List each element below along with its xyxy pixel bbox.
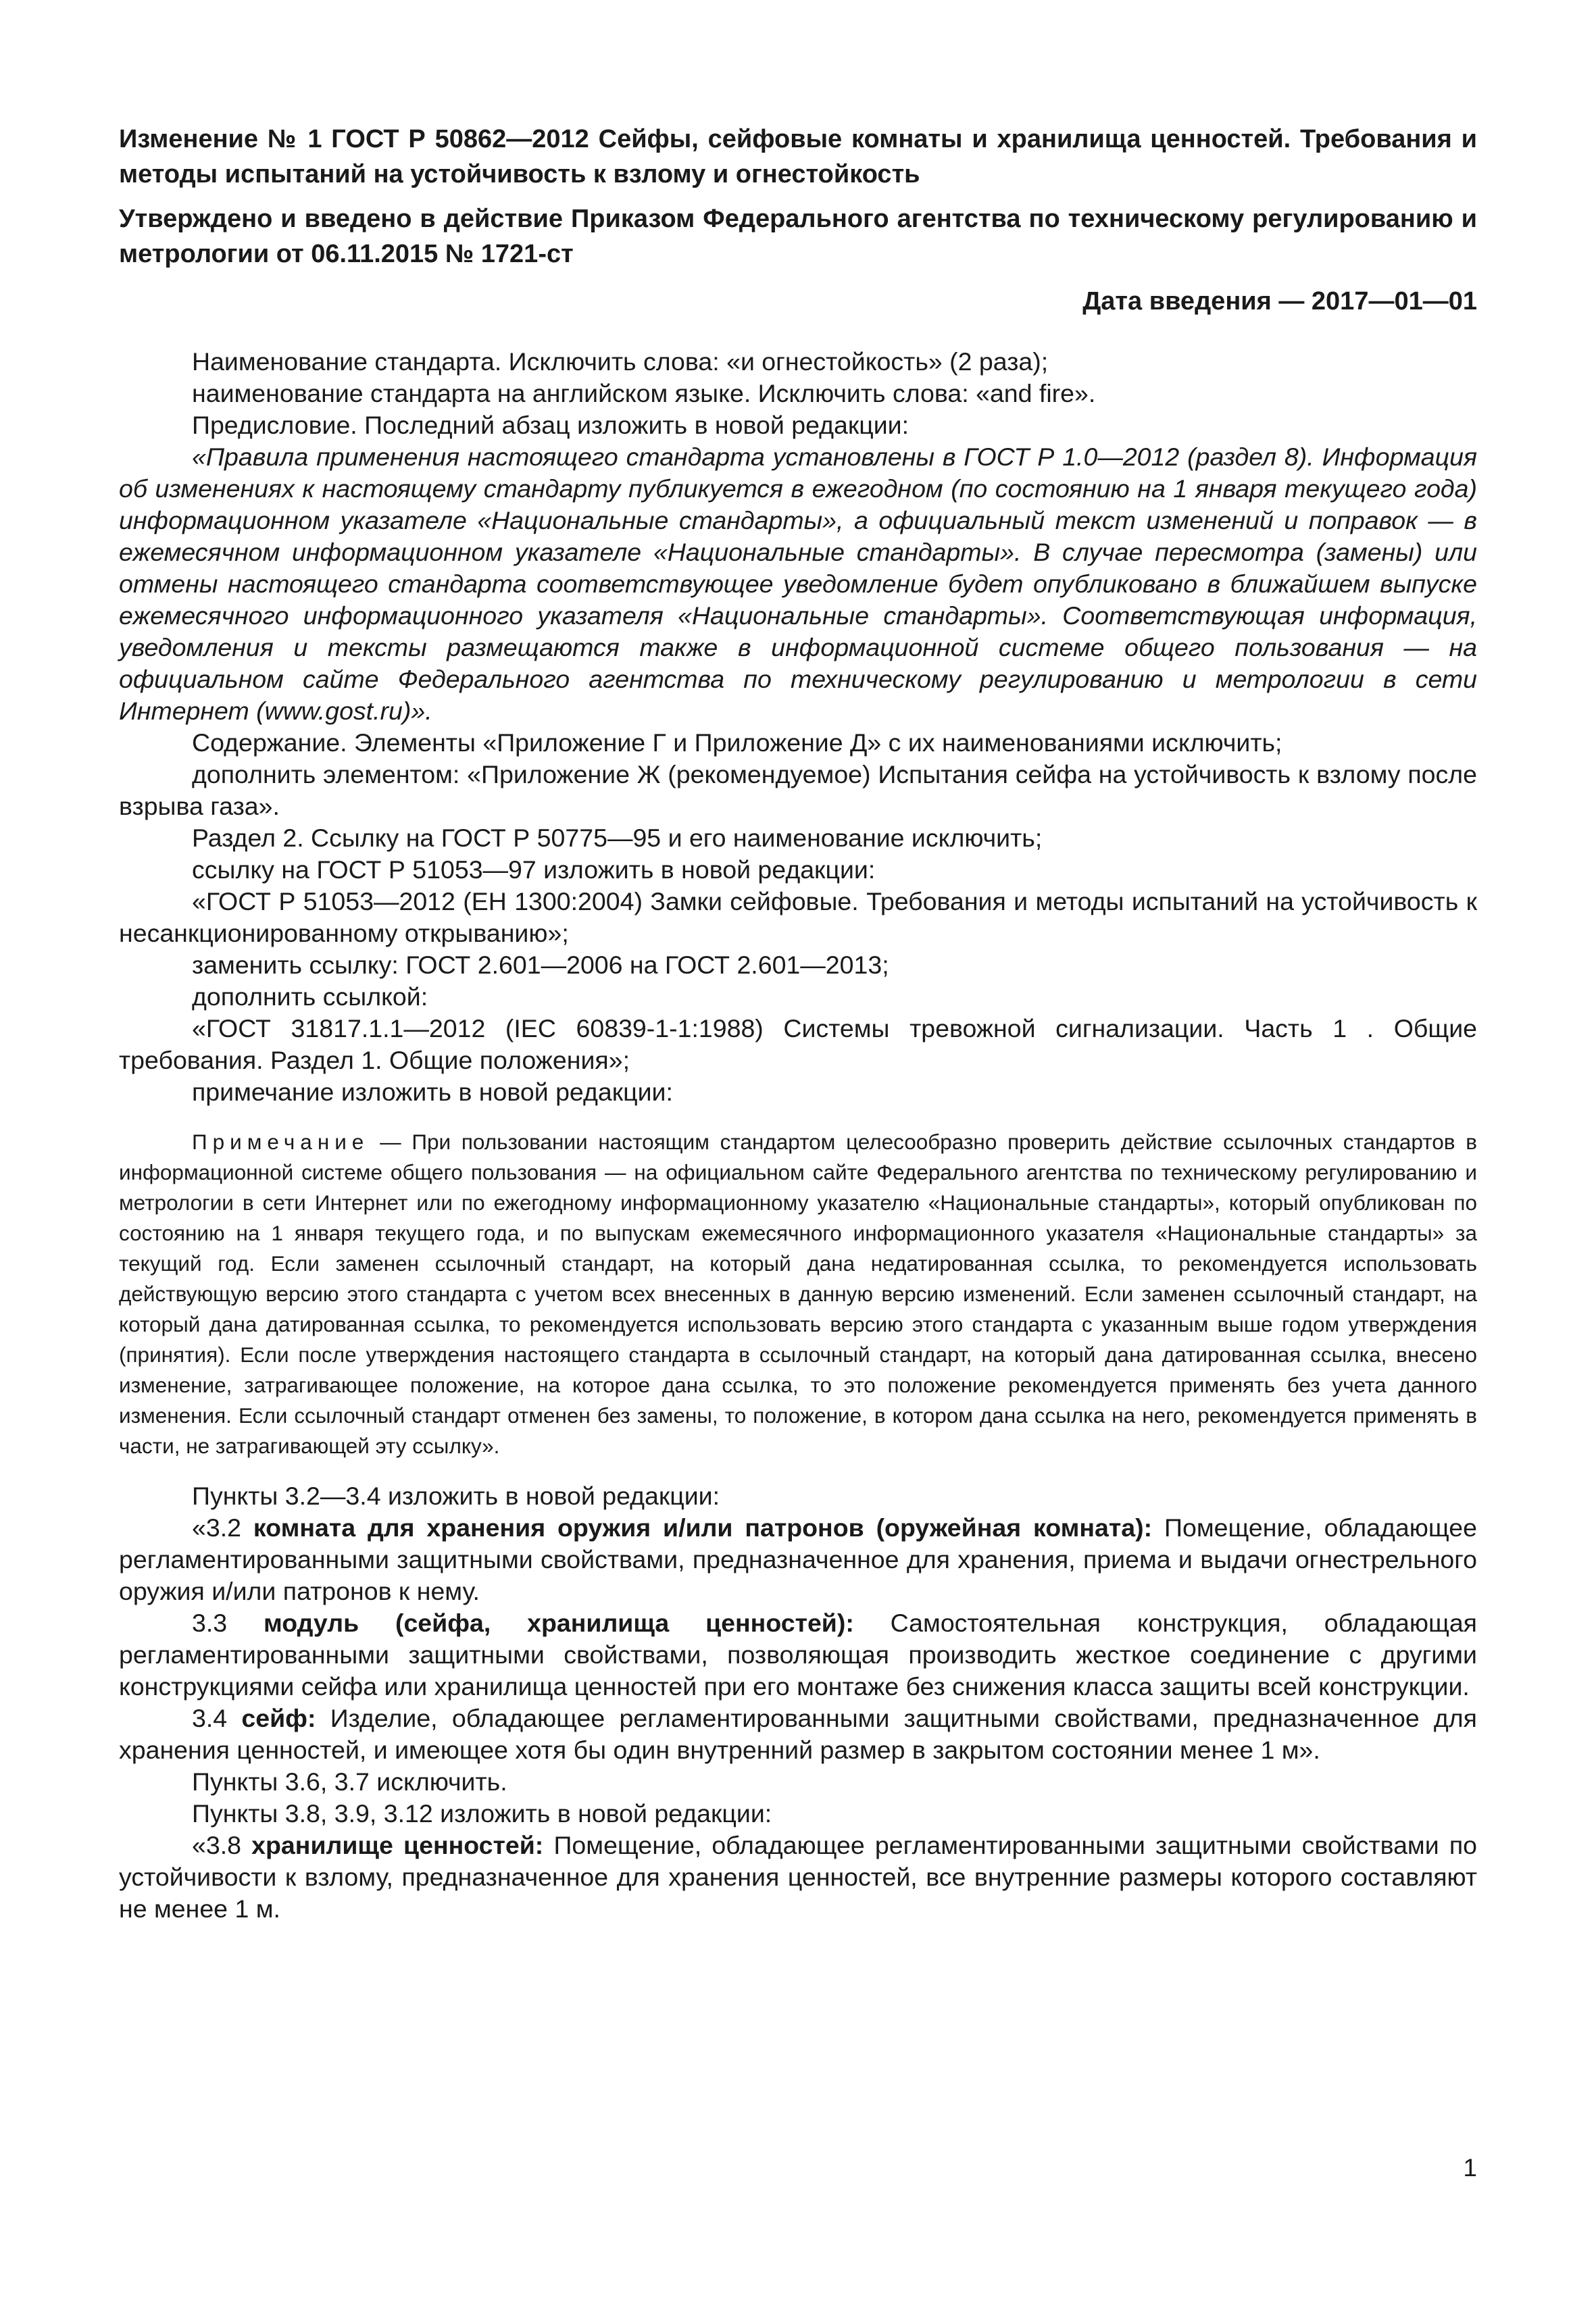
definition-text: Помещение, обладающее регламентированными защитными свойствами, предназначенное для хранения, приема и выдачи огнестрельного оружия и/или патронов к нему. [119, 1513, 1477, 1605]
paragraph: «ГОСТ 31817.1.1—2012 (IEC 60839-1-1:1988) Системы тревожной сигнализации. Часть 1 . Общие требования. Раздел 1. Общие положения»; [119, 1014, 1477, 1074]
paragraph: Пункты 3.8, 3.9, 3.12 изложить в новой редакции: [192, 1799, 772, 1828]
definition-number: «3.2 [192, 1513, 253, 1542]
page-number: 1 [1463, 2154, 1477, 2182]
introduction-date: Дата введения — 2017—01—01 [1082, 287, 1477, 316]
paragraph: дополнить элементом: «Приложение Ж (рекомендуемое) Испытания сейфа на устойчивость к взлому после взрыва газа». [119, 760, 1477, 820]
definition-3-8 [119, 1830, 1477, 1925]
paragraph: Пункты 3.2—3.4 изложить в новой редакции: [192, 1482, 720, 1510]
approval-statement: Утверждено и введено в действие Приказом Федерального агентства по техническому регулированию и метрологии от 06.11.2015 № 1721-ст [119, 205, 1477, 268]
paragraph: наименование стандарта на английском языке. Исключить слова: «and fire». [192, 379, 1096, 407]
definition-number: 3.3 [192, 1609, 264, 1637]
amendment-title: Изменение № 1 ГОСТ Р 50862—2012 Сейфы, сейфовые комнаты и хранилища ценностей. Требования и методы испытаний на устойчивость к взлому и огнестойкость [119, 125, 1477, 188]
definition-text: Изделие, обладающее регламентированными защитными свойствами, предназначенное для хранения ценностей, и имеющее хотя бы один внутренний размер в закрытом состоянии менее 1 м». [119, 1704, 1477, 1764]
definition-3-3 [119, 1607, 1477, 1703]
paragraph: дополнить ссылкой: [192, 982, 428, 1011]
paragraph: «ГОСТ Р 51053—2012 (ЕН 1300:2004) Замки сейфовые. Требования и методы испытаний на устойчивость к несанкционированному открыванию»; [119, 887, 1477, 947]
document-body [119, 346, 1477, 1925]
definition-term: хранилище ценностей: [251, 1831, 544, 1859]
paragraph: Наименование стандарта. Исключить слова: «и огнестойкость» (2 раза); [192, 347, 1049, 376]
document-page [119, 122, 1477, 1925]
note-block [119, 1127, 1477, 1461]
paragraph: Раздел 2. Ссылку на ГОСТ Р 50775—95 и его наименование исключить; [192, 824, 1043, 852]
note-text: — При пользовании настоящим стандартом целесообразно проверить действие ссылочных стандартов в информационной системе общего пользования — на официальном сайте Федерального агентства по техническому регулированию и метрологии в сети Интернет или по ежегодному информационному указателю «Национальные стандарты», который опубликован по состоянию на 1 января текущего года, и по выпускам ежемесячного информационного указателя «Национальные стандарты» за текущий год. Если заменен ссылочный стандарт, на который дана недатированная ссылка, то рекомендуется использовать действующую версию этого стандарта с учетом всех внесенных в данную версию изменений. Если заменен ссылочный стандарт, на который дана датированная ссылка, то рекомендуется использовать версию этого стандарта с указанным выше годом утверждения (принятия). Если после утверждения настоящего стандарта в ссылочный стандарт, на который дана датированная ссылка, внесено изменение, затрагивающее положение, на которое дана ссылка, то это положение рекомендуется применять без учета данного изменения. Если ссылочный стандарт отменен без замены, то положение, в котором дана ссылка на него, рекомендуется применять в части, не затрагивающей эту ссылку». [119, 1130, 1477, 1458]
paragraph: ссылку на ГОСТ Р 51053—97 изложить в новой редакции: [192, 855, 876, 884]
definition-term: сейф: [241, 1704, 316, 1732]
paragraph: Содержание. Элементы «Приложение Г и Приложение Д» с их наименованиями исключить; [192, 728, 1282, 757]
definition-term: комната для хранения оружия и/или патронов (оружейная комната): [253, 1513, 1153, 1542]
paragraph: Пункты 3.6, 3.7 исключить. [192, 1767, 507, 1796]
definition-number: «3.8 [192, 1831, 252, 1859]
paragraph: примечание изложить в новой редакции: [192, 1078, 673, 1106]
definition-term: модуль (сейфа, хранилища ценностей): [263, 1609, 854, 1637]
foreword-text: «Правила применения настоящего стандарта установлены в ГОСТ Р 1.0—2012 (раздел 8). Информация об изменениях к настоящему стандарту публикуется в ежегодном (по состоянию на 1 января текущего года) информационном указателе «Национальные стандарты», а официальный текст изменений и поправок — в ежемесячном информационном указателе «Национальные стандарты». В случае пересмотра (замены) или отмены настоящего стандарта соответствующее уведомление будет опубликовано в ближайшем выпуске ежемесячного информационного указателя «Национальные стандарты». Соответствующая информация, уведомления и тексты размещаются также в информационной системе общего пользования — на официальном сайте Федерального агентства по техническому регулированию и метрологии в сети Интернет (www.gost.ru)». [119, 443, 1477, 725]
definition-text: Помещение, обладающее регламентированными защитными свойствами по устойчивости к взлому, предназначенное для хранения ценностей, все внутренние размеры которого составляют не менее 1 м. [119, 1831, 1478, 1923]
paragraph: Предисловие. Последний абзац изложить в новой редакции: [192, 411, 909, 439]
definition-number: 3.4 [192, 1704, 242, 1732]
definition-text: Самостоятельная конструкция, обладающая регламентированными защитными свойствами, позволяющая производить жесткое соединение с другими конструкциями сейфа или хранилища ценностей при его монтаже без снижения класса защиты всей конструкции. [119, 1609, 1477, 1701]
paragraph: заменить ссылку: ГОСТ 2.601—2006 на ГОСТ 2.601—2013; [192, 951, 889, 979]
definition-3-4 [119, 1703, 1477, 1766]
definition-3-2 [119, 1512, 1477, 1607]
note-label: Примечание [192, 1130, 370, 1154]
